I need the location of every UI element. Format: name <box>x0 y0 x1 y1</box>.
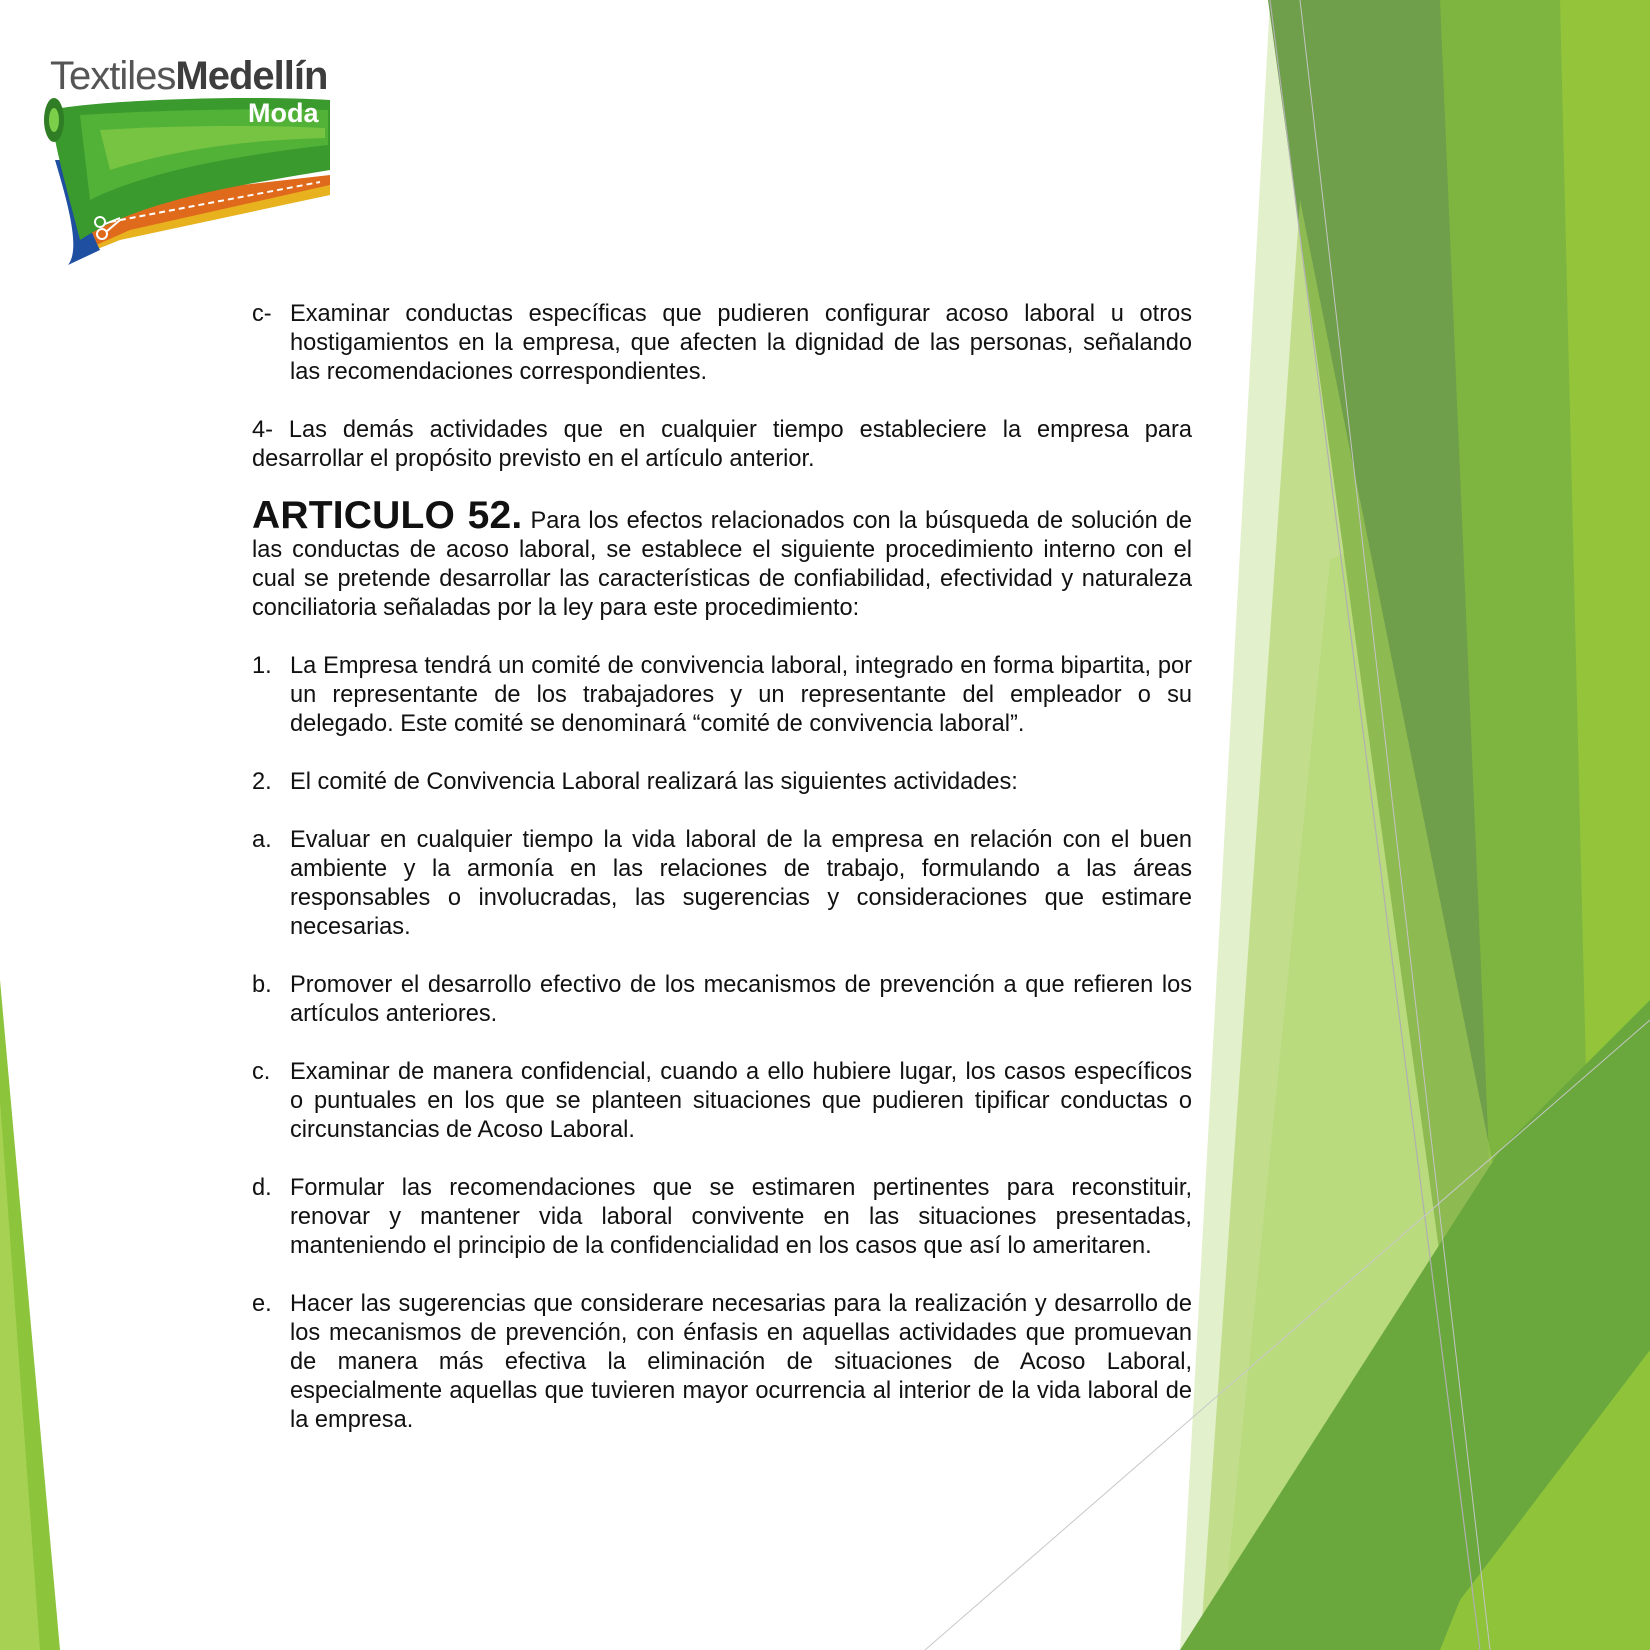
article-title: ARTICULO 52. <box>252 494 523 537</box>
list-marker: c- <box>252 301 272 327</box>
lettered-item-c <box>252 1058 1192 1145</box>
list-item-text: Evaluar en cualquier tiempo la vida laboral de la empresa en relación con el buen ambiente y la armonía en las relaciones de trabajo, formulando a las áreas responsables o involucradas, las sugerencias y consideraciones que estimare necesarias. <box>290 827 1192 940</box>
article-paragraph <box>252 494 1192 623</box>
list-item-text: Formular las recomendaciones que se estimaren pertinentes para reconstituir, renovar y mantener vida laboral convivente en las situaciones presentadas, manteniendo el principio de la confidencialidad en los casos que así lo ameritaren. <box>290 1175 1192 1259</box>
list-item-c-top <box>252 300 1192 387</box>
numbered-item-2 <box>252 768 1192 797</box>
list-marker: a. <box>252 827 272 853</box>
article-text: Para los efectos relacionados con la búsqueda de solución de las conductas de acoso laboral, se establece el siguiente procedimiento interno con el cual se pretende desarrollar las características de confiabilidad, efectividad y naturaleza conciliatoria señaladas por la ley para este procedimiento: <box>252 508 1192 621</box>
document-body <box>252 300 1192 1435</box>
list-marker: b. <box>252 972 272 998</box>
paragraph-item-4: 4- Las demás actividades que en cualquier tiempo estableciere la empresa para desarrollar el propósito previsto en el artículo anterior. <box>252 417 1192 472</box>
list-marker: e. <box>252 1291 272 1317</box>
logo-text-bold: Medellín <box>175 54 328 98</box>
lettered-item-b <box>252 971 1192 1029</box>
list-item-text: La Empresa tendrá un comité de convivencia laboral, integrado en forma bipartita, por un representante de los trabajadores y un representante del empleador o su delegado. Este comité se denominará “comité de convivencia laboral”. <box>290 653 1192 737</box>
lettered-item-e <box>252 1290 1192 1435</box>
list-marker: 2. <box>252 769 272 795</box>
list-item-text: Promover el desarrollo efectivo de los mecanismos de prevención a que refieren los artículos anteriores. <box>290 972 1192 1027</box>
company-logo <box>40 50 340 265</box>
lettered-item-a <box>252 826 1192 942</box>
lettered-item-d <box>252 1174 1192 1261</box>
logo-subtitle: Moda <box>248 98 319 128</box>
list-item-text: Examinar conductas específicas que pudieren configurar acoso laboral u otros hostigamientos en la empresa, que afecten la dignidad de las personas, señalando las recomendaciones correspondientes. <box>290 301 1192 385</box>
list-item-text: Examinar de manera confidencial, cuando a ello hubiere lugar, los casos específicos o puntuales en los que se planteen situaciones que pudieren tipificar conductas o circunstancias de Acoso Laboral. <box>290 1059 1192 1143</box>
list-marker: 1. <box>252 653 272 679</box>
numbered-item-1 <box>252 652 1192 739</box>
list-item-text: Hacer las sugerencias que considerare necesarias para la realización y desarrollo de los mecanismos de prevención, con énfasis en aquellas actividades que promuevan de manera más efectiva la eliminación de situaciones de Acoso Laboral, especialmente aquellas que tuvieren mayor ocurrencia al interior de la vida laboral de la empresa. <box>290 1291 1192 1433</box>
list-marker: d. <box>252 1175 272 1201</box>
list-item-text: El comité de Convivencia Laboral realizará las siguientes actividades: <box>290 769 1018 795</box>
logo-text-light: Textiles <box>50 54 176 98</box>
list-marker: c. <box>252 1059 271 1085</box>
